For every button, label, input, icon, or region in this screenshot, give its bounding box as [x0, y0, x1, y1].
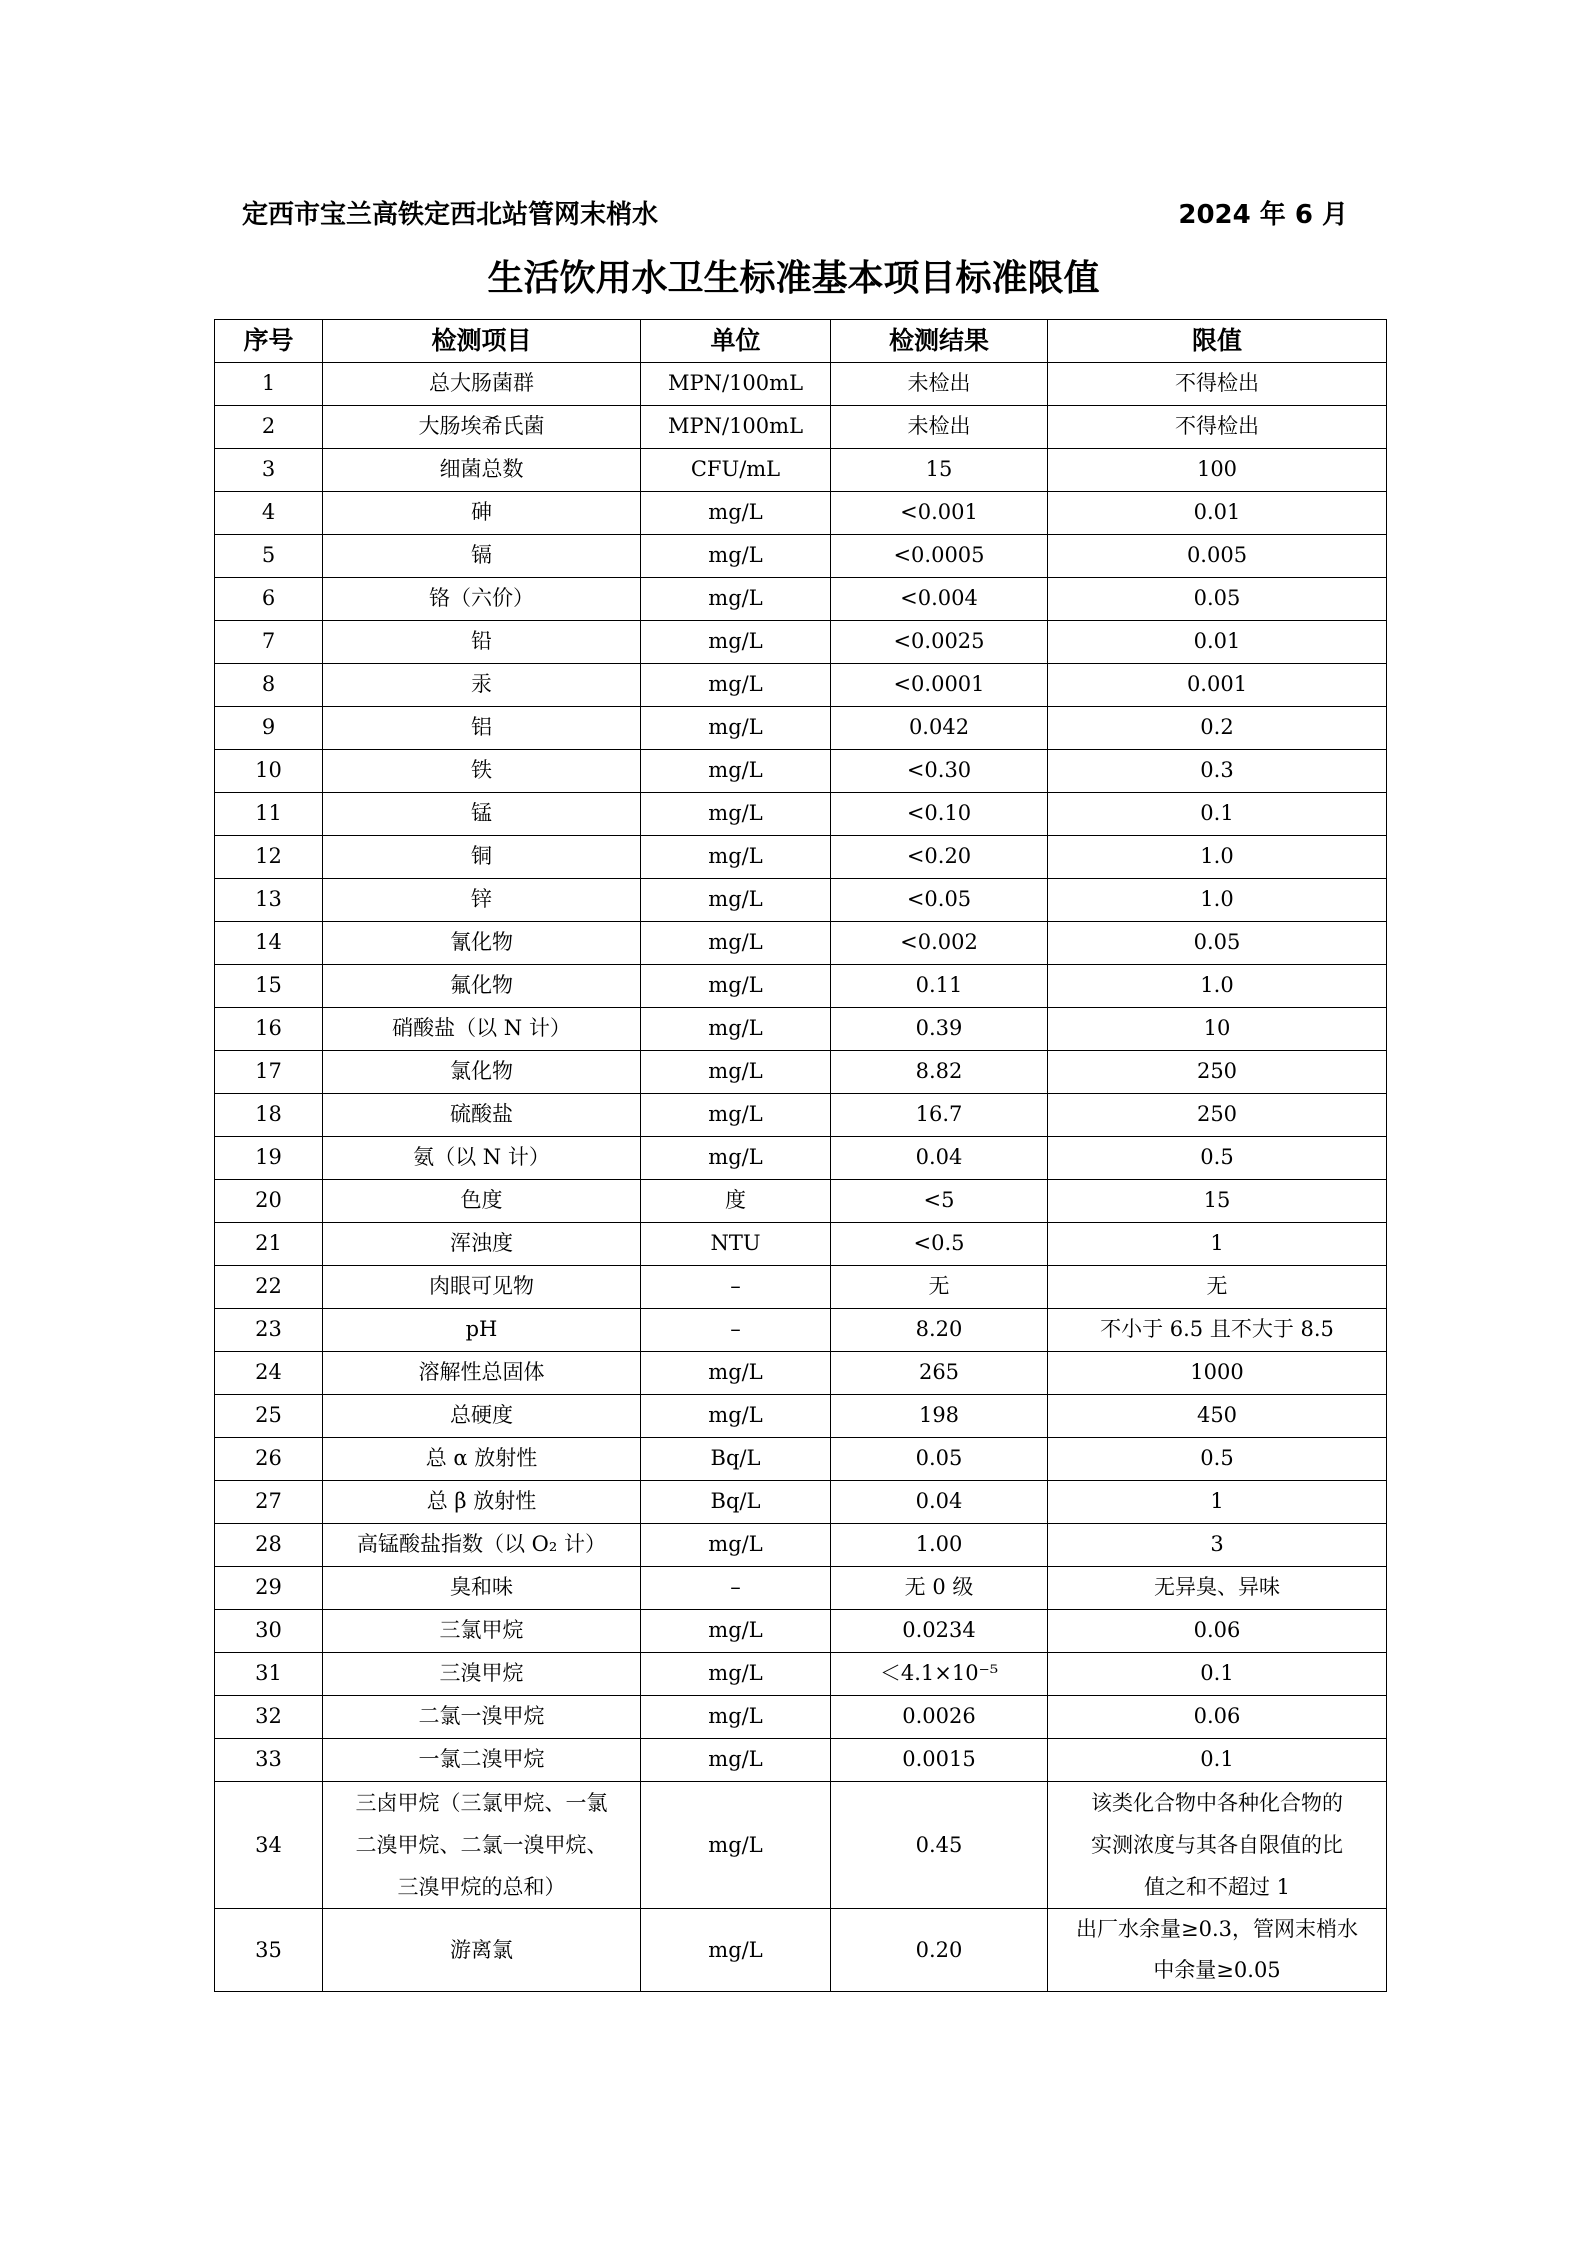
cell-result: 0.20 — [831, 1909, 1048, 1992]
table-row — [215, 621, 1387, 664]
cell-unit: mg/L — [641, 1008, 831, 1051]
cell-seq: 5 — [215, 535, 323, 578]
table-row — [215, 1610, 1387, 1653]
cell-limit: 1.0 — [1048, 965, 1387, 1008]
cell-result: <5 — [831, 1180, 1048, 1223]
cell-unit: mg/L — [641, 1696, 831, 1739]
cell-seq: 6 — [215, 578, 323, 621]
cell-seq: 24 — [215, 1352, 323, 1395]
cell-unit: mg/L — [641, 1739, 831, 1782]
table-row — [215, 1094, 1387, 1137]
table-row — [215, 1223, 1387, 1266]
cell-limit: 0.06 — [1048, 1610, 1387, 1653]
cell-limit: 1 — [1048, 1481, 1387, 1524]
cell-unit: mg/L — [641, 750, 831, 793]
cell-seq: 9 — [215, 707, 323, 750]
table-row — [215, 492, 1387, 535]
cell-unit: Bq/L — [641, 1481, 831, 1524]
cell-unit: mg/L — [641, 664, 831, 707]
cell-result: 0.39 — [831, 1008, 1048, 1051]
cell-item-line: 三溴甲烷的总和） — [397, 1875, 566, 1899]
cell-unit: – — [641, 1266, 831, 1309]
cell-item: 浑浊度 — [323, 1223, 641, 1266]
cell-unit: MPN/100mL — [641, 406, 831, 449]
cell-seq: 15 — [215, 965, 323, 1008]
cell-result: <0.0025 — [831, 621, 1048, 664]
cell-result: 265 — [831, 1352, 1048, 1395]
cell-result: 0.11 — [831, 965, 1048, 1008]
sampling-location: 定西市宝兰高铁定西北站管网末梢水 — [242, 200, 659, 230]
cell-unit: mg/L — [641, 1137, 831, 1180]
cell-limit: 1 — [1048, 1223, 1387, 1266]
cell-limit: 0.06 — [1048, 1696, 1387, 1739]
cell-result: <0.5 — [831, 1223, 1048, 1266]
cell-item: 锰 — [323, 793, 641, 836]
cell-item-line: 二溴甲烷、二氯一溴甲烷、 — [355, 1833, 608, 1857]
table-row — [215, 664, 1387, 707]
cell-limit: 0.1 — [1048, 793, 1387, 836]
cell-item: 硝酸盐（以 N 计） — [323, 1008, 641, 1051]
cell-limit-line: 实测浓度与其各自限值的比 — [1091, 1833, 1343, 1857]
cell-limit: 0.5 — [1048, 1137, 1387, 1180]
cell-item: 氯化物 — [323, 1051, 641, 1094]
cell-item: 总 β 放射性 — [323, 1481, 641, 1524]
cell-result: 16.7 — [831, 1094, 1048, 1137]
cell-result: 0.0026 — [831, 1696, 1048, 1739]
cell-item: 汞 — [323, 664, 641, 707]
cell-unit: mg/L — [641, 1051, 831, 1094]
document-header — [242, 194, 1348, 234]
cell-limit: 10 — [1048, 1008, 1387, 1051]
cell-limit: 无异臭、异味 — [1048, 1567, 1387, 1610]
cell-result: 8.82 — [831, 1051, 1048, 1094]
cell-limit: 3 — [1048, 1524, 1387, 1567]
cell-limit: 不得检出 — [1048, 363, 1387, 406]
table-row — [215, 707, 1387, 750]
cell-result: <0.002 — [831, 922, 1048, 965]
cell-limit: 450 — [1048, 1395, 1387, 1438]
cell-unit: 度 — [641, 1180, 831, 1223]
cell-unit: mg/L — [641, 965, 831, 1008]
cell-item: 高锰酸盐指数（以 O₂ 计） — [323, 1524, 641, 1567]
cell-result: 0.05 — [831, 1438, 1048, 1481]
column-header-seq: 序号 — [215, 320, 323, 363]
cell-unit: mg/L — [641, 1352, 831, 1395]
table-row — [215, 1309, 1387, 1352]
cell-unit: mg/L — [641, 535, 831, 578]
cell-limit: 不小于 6.5 且不大于 8.5 — [1048, 1309, 1387, 1352]
cell-item: 氰化物 — [323, 922, 641, 965]
cell-item: 臭和味 — [323, 1567, 641, 1610]
cell-item: 锌 — [323, 879, 641, 922]
cell-result: <0.004 — [831, 578, 1048, 621]
cell-result: 15 — [831, 449, 1048, 492]
cell-unit: mg/L — [641, 836, 831, 879]
cell-result: <0.001 — [831, 492, 1048, 535]
cell-seq: 16 — [215, 1008, 323, 1051]
cell-limit: 250 — [1048, 1051, 1387, 1094]
cell-seq: 30 — [215, 1610, 323, 1653]
cell-limit: 0.001 — [1048, 664, 1387, 707]
cell-item: 游离氯 — [323, 1909, 641, 1992]
cell-unit: mg/L — [641, 1909, 831, 1992]
column-header-item: 检测项目 — [323, 320, 641, 363]
table-row — [215, 836, 1387, 879]
cell-result: 无 0 级 — [831, 1567, 1048, 1610]
cell-limit: 15 — [1048, 1180, 1387, 1223]
cell-limit: 0.005 — [1048, 535, 1387, 578]
cell-limit: 100 — [1048, 449, 1387, 492]
page-title: 生活饮用水卫生标准基本项目标准限值 — [487, 258, 1100, 299]
cell-unit: mg/L — [641, 1653, 831, 1696]
cell-unit: mg/L — [641, 621, 831, 664]
cell-seq: 7 — [215, 621, 323, 664]
cell-item: 氨（以 N 计） — [323, 1137, 641, 1180]
cell-limit: 0.5 — [1048, 1438, 1387, 1481]
table-header-row — [215, 320, 1387, 363]
water-quality-table — [214, 319, 1387, 1992]
cell-result: 0.0015 — [831, 1739, 1048, 1782]
cell-item: 铝 — [323, 707, 641, 750]
cell-seq: 32 — [215, 1696, 323, 1739]
cell-item: pH — [323, 1309, 641, 1352]
cell-result: <0.30 — [831, 750, 1048, 793]
cell-result: <0.0001 — [831, 664, 1048, 707]
cell-seq: 22 — [215, 1266, 323, 1309]
cell-unit: mg/L — [641, 1782, 831, 1909]
cell-limit: 0.1 — [1048, 1739, 1387, 1782]
table-row — [215, 1008, 1387, 1051]
cell-limit: 0.2 — [1048, 707, 1387, 750]
table-row — [215, 793, 1387, 836]
table-row — [215, 1395, 1387, 1438]
cell-item: 三溴甲烷 — [323, 1653, 641, 1696]
cell-seq: 13 — [215, 879, 323, 922]
cell-unit: mg/L — [641, 879, 831, 922]
cell-limit: 0.05 — [1048, 922, 1387, 965]
cell-result: 1.00 — [831, 1524, 1048, 1567]
table-row — [215, 363, 1387, 406]
cell-item: 一氯二溴甲烷 — [323, 1739, 641, 1782]
column-header-limit: 限值 — [1048, 320, 1387, 363]
cell-item: 硫酸盐 — [323, 1094, 641, 1137]
cell-item: 氟化物 — [323, 965, 641, 1008]
cell-limit: 0.1 — [1048, 1653, 1387, 1696]
cell-result: <0.20 — [831, 836, 1048, 879]
cell-item: 总 α 放射性 — [323, 1438, 641, 1481]
table-row — [215, 578, 1387, 621]
cell-item: 细菌总数 — [323, 449, 641, 492]
cell-item: 肉眼可见物 — [323, 1266, 641, 1309]
cell-seq: 20 — [215, 1180, 323, 1223]
cell-seq: 19 — [215, 1137, 323, 1180]
cell-unit: CFU/mL — [641, 449, 831, 492]
table-row — [215, 1481, 1387, 1524]
cell-seq: 25 — [215, 1395, 323, 1438]
cell-item: 色度 — [323, 1180, 641, 1223]
cell-limit-line: 出厂水余量≥0.3，管网末梢水 — [1076, 1917, 1358, 1941]
cell-unit: mg/L — [641, 707, 831, 750]
cell-seq: 18 — [215, 1094, 323, 1137]
table-row — [215, 1782, 1387, 1909]
table-row — [215, 1696, 1387, 1739]
cell-seq: 10 — [215, 750, 323, 793]
cell-item-line: 三卤甲烷（三氯甲烷、一氯 — [355, 1791, 608, 1815]
cell-limit: 0.01 — [1048, 621, 1387, 664]
table-row — [215, 1180, 1387, 1223]
cell-seq: 28 — [215, 1524, 323, 1567]
cell-seq: 4 — [215, 492, 323, 535]
table-row — [215, 535, 1387, 578]
cell-limit-line: 该类化合物中各种化合物的 — [1091, 1791, 1343, 1815]
cell-limit: 250 — [1048, 1094, 1387, 1137]
cell-result: 0.45 — [831, 1782, 1048, 1909]
cell-limit — [1048, 1782, 1387, 1909]
cell-result: <0.0005 — [831, 535, 1048, 578]
table-row — [215, 406, 1387, 449]
cell-item: 总硬度 — [323, 1395, 641, 1438]
cell-seq: 29 — [215, 1567, 323, 1610]
cell-limit: 0.01 — [1048, 492, 1387, 535]
table-row — [215, 1266, 1387, 1309]
cell-unit: MPN/100mL — [641, 363, 831, 406]
cell-result: <0.10 — [831, 793, 1048, 836]
cell-seq: 8 — [215, 664, 323, 707]
cell-seq: 17 — [215, 1051, 323, 1094]
table-row — [215, 1909, 1387, 1992]
table-row — [215, 1653, 1387, 1696]
cell-unit: mg/L — [641, 793, 831, 836]
cell-result: 8.20 — [831, 1309, 1048, 1352]
cell-unit: – — [641, 1567, 831, 1610]
cell-limit: 无 — [1048, 1266, 1387, 1309]
cell-limit — [1048, 1909, 1387, 1992]
cell-item: 三氯甲烷 — [323, 1610, 641, 1653]
cell-item: 溶解性总固体 — [323, 1352, 641, 1395]
cell-limit: 1.0 — [1048, 836, 1387, 879]
cell-item: 铬（六价） — [323, 578, 641, 621]
cell-result: 无 — [831, 1266, 1048, 1309]
report-date: 2024 年 6 月 — [1178, 200, 1348, 230]
cell-seq: 3 — [215, 449, 323, 492]
cell-unit: mg/L — [641, 492, 831, 535]
column-header-unit: 单位 — [641, 320, 831, 363]
cell-unit: Bq/L — [641, 1438, 831, 1481]
cell-limit-line: 值之和不超过 1 — [1143, 1875, 1291, 1899]
table-row — [215, 1567, 1387, 1610]
cell-seq: 27 — [215, 1481, 323, 1524]
table-row — [215, 1137, 1387, 1180]
cell-seq: 1 — [215, 363, 323, 406]
table-row — [215, 1438, 1387, 1481]
table-row — [215, 1352, 1387, 1395]
cell-result: 未检出 — [831, 406, 1048, 449]
cell-seq: 26 — [215, 1438, 323, 1481]
cell-item: 镉 — [323, 535, 641, 578]
cell-item: 总大肠菌群 — [323, 363, 641, 406]
table-row — [215, 449, 1387, 492]
cell-unit: mg/L — [641, 922, 831, 965]
cell-seq: 21 — [215, 1223, 323, 1266]
cell-limit: 1000 — [1048, 1352, 1387, 1395]
cell-seq: 2 — [215, 406, 323, 449]
cell-unit: – — [641, 1309, 831, 1352]
cell-unit: mg/L — [641, 1610, 831, 1653]
table-row — [215, 750, 1387, 793]
cell-item — [323, 1782, 641, 1909]
cell-result: 198 — [831, 1395, 1048, 1438]
cell-limit: 不得检出 — [1048, 406, 1387, 449]
cell-unit: mg/L — [641, 1524, 831, 1567]
cell-limit: 1.0 — [1048, 879, 1387, 922]
table-row — [215, 1739, 1387, 1782]
cell-result: <0.05 — [831, 879, 1048, 922]
cell-result: ＜4.1×10⁻⁵ — [831, 1653, 1048, 1696]
cell-result: 0.0234 — [831, 1610, 1048, 1653]
table-row — [215, 1524, 1387, 1567]
cell-seq: 14 — [215, 922, 323, 965]
cell-seq: 11 — [215, 793, 323, 836]
cell-item: 砷 — [323, 492, 641, 535]
cell-seq: 33 — [215, 1739, 323, 1782]
cell-unit: NTU — [641, 1223, 831, 1266]
cell-result: 0.042 — [831, 707, 1048, 750]
cell-seq: 23 — [215, 1309, 323, 1352]
cell-limit: 0.05 — [1048, 578, 1387, 621]
cell-item: 二氯一溴甲烷 — [323, 1696, 641, 1739]
cell-item: 铅 — [323, 621, 641, 664]
cell-limit-line: 中余量≥0.05 — [1153, 1958, 1281, 1982]
cell-result: 0.04 — [831, 1137, 1048, 1180]
column-header-result: 检测结果 — [831, 320, 1048, 363]
cell-limit: 0.3 — [1048, 750, 1387, 793]
table-row — [215, 965, 1387, 1008]
cell-result: 0.04 — [831, 1481, 1048, 1524]
cell-unit: mg/L — [641, 1395, 831, 1438]
cell-unit: mg/L — [641, 578, 831, 621]
table-row — [215, 879, 1387, 922]
cell-result: 未检出 — [831, 363, 1048, 406]
cell-item: 铁 — [323, 750, 641, 793]
cell-item: 大肠埃希氏菌 — [323, 406, 641, 449]
table-row — [215, 1051, 1387, 1094]
table-row — [215, 922, 1387, 965]
cell-seq: 12 — [215, 836, 323, 879]
cell-item: 铜 — [323, 836, 641, 879]
cell-seq: 31 — [215, 1653, 323, 1696]
cell-seq: 35 — [215, 1909, 323, 1992]
cell-unit: mg/L — [641, 1094, 831, 1137]
cell-seq: 34 — [215, 1782, 323, 1909]
